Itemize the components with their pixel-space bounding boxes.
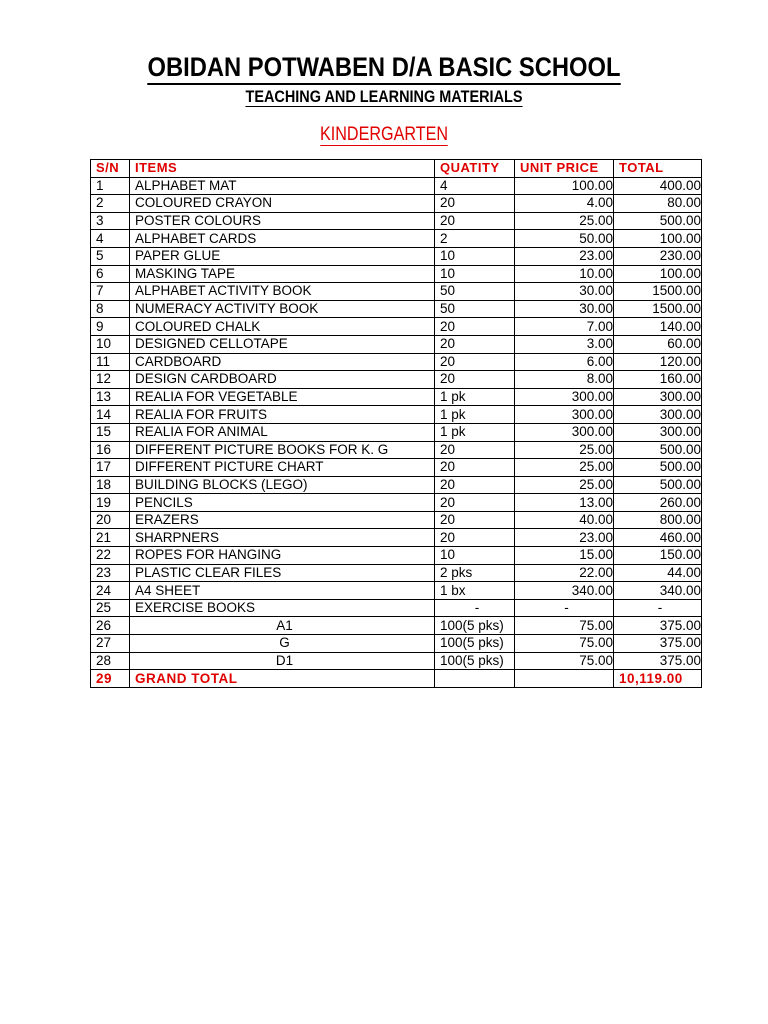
table-row	[91, 265, 702, 283]
cell-sn: 27	[91, 635, 130, 653]
cell-sn: 7	[91, 283, 130, 301]
cell-sn: 17	[91, 459, 130, 477]
table-row	[91, 318, 702, 336]
cell-item: PENCILS	[130, 494, 435, 512]
cell-sn: 2	[91, 195, 130, 213]
table-row	[91, 599, 702, 617]
cell-unit-price: 25.00	[515, 476, 614, 494]
cell-item: CARDBOARD	[130, 353, 435, 371]
cell-item: DESIGNED CELLOTAPE	[130, 335, 435, 353]
table-row	[91, 353, 702, 371]
cell-quantity: 50	[435, 300, 515, 318]
grand-total-row	[91, 670, 702, 688]
cell-sn: 10	[91, 335, 130, 353]
table-row	[91, 476, 702, 494]
cell-item: MASKING TAPE	[130, 265, 435, 283]
header-sn: S/N	[91, 160, 130, 178]
cell-quantity: 20	[435, 459, 515, 477]
cell-quantity: 20	[435, 195, 515, 213]
cell-item: COLOURED CHALK	[130, 318, 435, 336]
cell-sn: 23	[91, 564, 130, 582]
cell-quantity: 20	[435, 529, 515, 547]
cell-total: 80.00	[614, 195, 702, 213]
cell-sn: 15	[91, 423, 130, 441]
cell-total: 230.00	[614, 247, 702, 265]
cell-quantity: 100(5 pks)	[435, 617, 515, 635]
table-row	[91, 177, 702, 195]
cell-item: NUMERACY ACTIVITY BOOK	[130, 300, 435, 318]
cell-sn: 21	[91, 529, 130, 547]
cell-unit-price: 7.00	[515, 318, 614, 336]
cell-unit-price: 8.00	[515, 371, 614, 389]
cell-total: 160.00	[614, 371, 702, 389]
cell-item: PLASTIC CLEAR FILES	[130, 564, 435, 582]
grand-total-label: GRAND TOTAL	[130, 670, 435, 688]
cell-sn: 20	[91, 511, 130, 529]
cell-quantity: 1 pk	[435, 423, 515, 441]
cell-total: 100.00	[614, 230, 702, 248]
grand-total-unit-price	[515, 670, 614, 688]
cell-unit-price: 10.00	[515, 265, 614, 283]
cell-quantity: 20	[435, 441, 515, 459]
cell-total: 120.00	[614, 353, 702, 371]
cell-unit-price: 6.00	[515, 353, 614, 371]
cell-total: 375.00	[614, 652, 702, 670]
cell-sn: 18	[91, 476, 130, 494]
cell-unit-price: 75.00	[515, 652, 614, 670]
cell-total: 500.00	[614, 459, 702, 477]
table-row	[91, 582, 702, 600]
cell-quantity: 10	[435, 265, 515, 283]
table-row	[91, 564, 702, 582]
cell-quantity: 50	[435, 283, 515, 301]
table-row	[91, 300, 702, 318]
cell-total: 460.00	[614, 529, 702, 547]
cell-item: A4 SHEET	[130, 582, 435, 600]
cell-total: 500.00	[614, 441, 702, 459]
cell-total: 400.00	[614, 177, 702, 195]
cell-total: 340.00	[614, 582, 702, 600]
cell-item: SHARPNERS	[130, 529, 435, 547]
cell-item: COLOURED CRAYON	[130, 195, 435, 213]
cell-item: REALIA FOR ANIMAL	[130, 423, 435, 441]
cell-quantity: 100(5 pks)	[435, 652, 515, 670]
cell-unit-price: 30.00	[515, 283, 614, 301]
cell-quantity: 2	[435, 230, 515, 248]
cell-quantity: 20	[435, 335, 515, 353]
cell-sn: 19	[91, 494, 130, 512]
cell-sn: 14	[91, 406, 130, 424]
school-title: OBIDAN POTWABEN D/A BASIC SCHOOL	[46, 50, 722, 84]
cell-item: EXERCISE BOOKS	[130, 599, 435, 617]
cell-item: REALIA FOR VEGETABLE	[130, 388, 435, 406]
section-heading: KINDERGARTEN	[319, 124, 449, 145]
cell-quantity: 1 pk	[435, 388, 515, 406]
cell-quantity: 1 pk	[435, 406, 515, 424]
cell-total: 150.00	[614, 547, 702, 565]
cell-sn: 1	[91, 177, 130, 195]
cell-unit-price: 15.00	[515, 547, 614, 565]
cell-total: 140.00	[614, 318, 702, 336]
cell-unit-price: 300.00	[515, 388, 614, 406]
cell-total: 300.00	[614, 423, 702, 441]
cell-quantity: 1 bx	[435, 582, 515, 600]
cell-sn: 5	[91, 247, 130, 265]
table-row	[91, 511, 702, 529]
table-row	[91, 195, 702, 213]
cell-item: ERAZERS	[130, 511, 435, 529]
cell-unit-price: 22.00	[515, 564, 614, 582]
materials-table	[90, 159, 702, 688]
cell-sn: 3	[91, 212, 130, 230]
header-quantity: QUATITY	[435, 160, 515, 178]
table-row	[91, 423, 702, 441]
table-row	[91, 494, 702, 512]
table-row	[91, 212, 702, 230]
cell-sn: 9	[91, 318, 130, 336]
cell-item: ALPHABET CARDS	[130, 230, 435, 248]
cell-sn: 24	[91, 582, 130, 600]
cell-total: 375.00	[614, 635, 702, 653]
cell-total: 300.00	[614, 388, 702, 406]
cell-unit-price: 4.00	[515, 195, 614, 213]
cell-quantity: 100(5 pks)	[435, 635, 515, 653]
table-row	[91, 283, 702, 301]
cell-unit-price: 23.00	[515, 247, 614, 265]
cell-total: 500.00	[614, 476, 702, 494]
cell-total: 375.00	[614, 617, 702, 635]
cell-quantity: 10	[435, 247, 515, 265]
cell-quantity: 20	[435, 494, 515, 512]
cell-quantity: 20	[435, 212, 515, 230]
document-subtitle: TEACHING AND LEARNING MATERIALS	[245, 87, 523, 106]
cell-quantity: 4	[435, 177, 515, 195]
cell-item: ALPHABET MAT	[130, 177, 435, 195]
cell-unit-price: 300.00	[515, 423, 614, 441]
cell-quantity: 20	[435, 318, 515, 336]
cell-total: 500.00	[614, 212, 702, 230]
cell-unit-price: 30.00	[515, 300, 614, 318]
cell-unit-price: 23.00	[515, 529, 614, 547]
cell-item: G	[130, 635, 435, 653]
table-row	[91, 441, 702, 459]
cell-item: ROPES FOR HANGING	[130, 547, 435, 565]
cell-total: 260.00	[614, 494, 702, 512]
cell-quantity: 20	[435, 476, 515, 494]
table-row	[91, 635, 702, 653]
cell-item: PAPER GLUE	[130, 247, 435, 265]
table-row	[91, 230, 702, 248]
cell-sn: 12	[91, 371, 130, 389]
cell-unit-price: 50.00	[515, 230, 614, 248]
cell-unit-price: 25.00	[515, 459, 614, 477]
table-row	[91, 388, 702, 406]
table-header-row	[91, 160, 702, 178]
cell-item: DESIGN CARDBOARD	[130, 371, 435, 389]
cell-total: -	[614, 599, 702, 617]
cell-unit-price: 300.00	[515, 406, 614, 424]
cell-unit-price: 75.00	[515, 635, 614, 653]
cell-total: 44.00	[614, 564, 702, 582]
cell-quantity: 2 pks	[435, 564, 515, 582]
cell-total: 300.00	[614, 406, 702, 424]
cell-unit-price: 13.00	[515, 494, 614, 512]
cell-total: 800.00	[614, 511, 702, 529]
table-row	[91, 529, 702, 547]
cell-total: 60.00	[614, 335, 702, 353]
grand-total-sn: 29	[91, 670, 130, 688]
cell-sn: 22	[91, 547, 130, 565]
cell-unit-price: 25.00	[515, 212, 614, 230]
cell-sn: 26	[91, 617, 130, 635]
table-row	[91, 547, 702, 565]
cell-unit-price: 25.00	[515, 441, 614, 459]
cell-sn: 11	[91, 353, 130, 371]
cell-quantity: -	[435, 599, 515, 617]
cell-quantity: 10	[435, 547, 515, 565]
cell-sn: 8	[91, 300, 130, 318]
table-row	[91, 652, 702, 670]
cell-sn: 6	[91, 265, 130, 283]
header-total: TOTAL	[614, 160, 702, 178]
cell-unit-price: 3.00	[515, 335, 614, 353]
cell-item: DIFFERENT PICTURE BOOKS FOR K. G	[130, 441, 435, 459]
cell-unit-price: 40.00	[515, 511, 614, 529]
cell-sn: 25	[91, 599, 130, 617]
cell-sn: 4	[91, 230, 130, 248]
cell-total: 1500.00	[614, 300, 702, 318]
header-items: ITEMS	[130, 160, 435, 178]
table-row	[91, 247, 702, 265]
cell-total: 100.00	[614, 265, 702, 283]
cell-unit-price: -	[515, 599, 614, 617]
table-row	[91, 459, 702, 477]
grand-total-quantity	[435, 670, 515, 688]
header-unit-price: UNIT PRICE	[515, 160, 614, 178]
cell-quantity: 20	[435, 511, 515, 529]
cell-item: DIFFERENT PICTURE CHART	[130, 459, 435, 477]
cell-item: ALPHABET ACTIVITY BOOK	[130, 283, 435, 301]
table-row	[91, 371, 702, 389]
table-row	[91, 335, 702, 353]
cell-item: POSTER COLOURS	[130, 212, 435, 230]
cell-unit-price: 75.00	[515, 617, 614, 635]
cell-sn: 13	[91, 388, 130, 406]
grand-total-value: 10,119.00	[614, 670, 702, 688]
cell-item: D1	[130, 652, 435, 670]
cell-sn: 16	[91, 441, 130, 459]
cell-quantity: 20	[435, 371, 515, 389]
cell-unit-price: 100.00	[515, 177, 614, 195]
table-row	[91, 617, 702, 635]
cell-item: REALIA FOR FRUITS	[130, 406, 435, 424]
cell-quantity: 20	[435, 353, 515, 371]
table-row	[91, 406, 702, 424]
cell-total: 1500.00	[614, 283, 702, 301]
cell-unit-price: 340.00	[515, 582, 614, 600]
cell-item: BUILDING BLOCKS (LEGO)	[130, 476, 435, 494]
cell-item: A1	[130, 617, 435, 635]
cell-sn: 28	[91, 652, 130, 670]
